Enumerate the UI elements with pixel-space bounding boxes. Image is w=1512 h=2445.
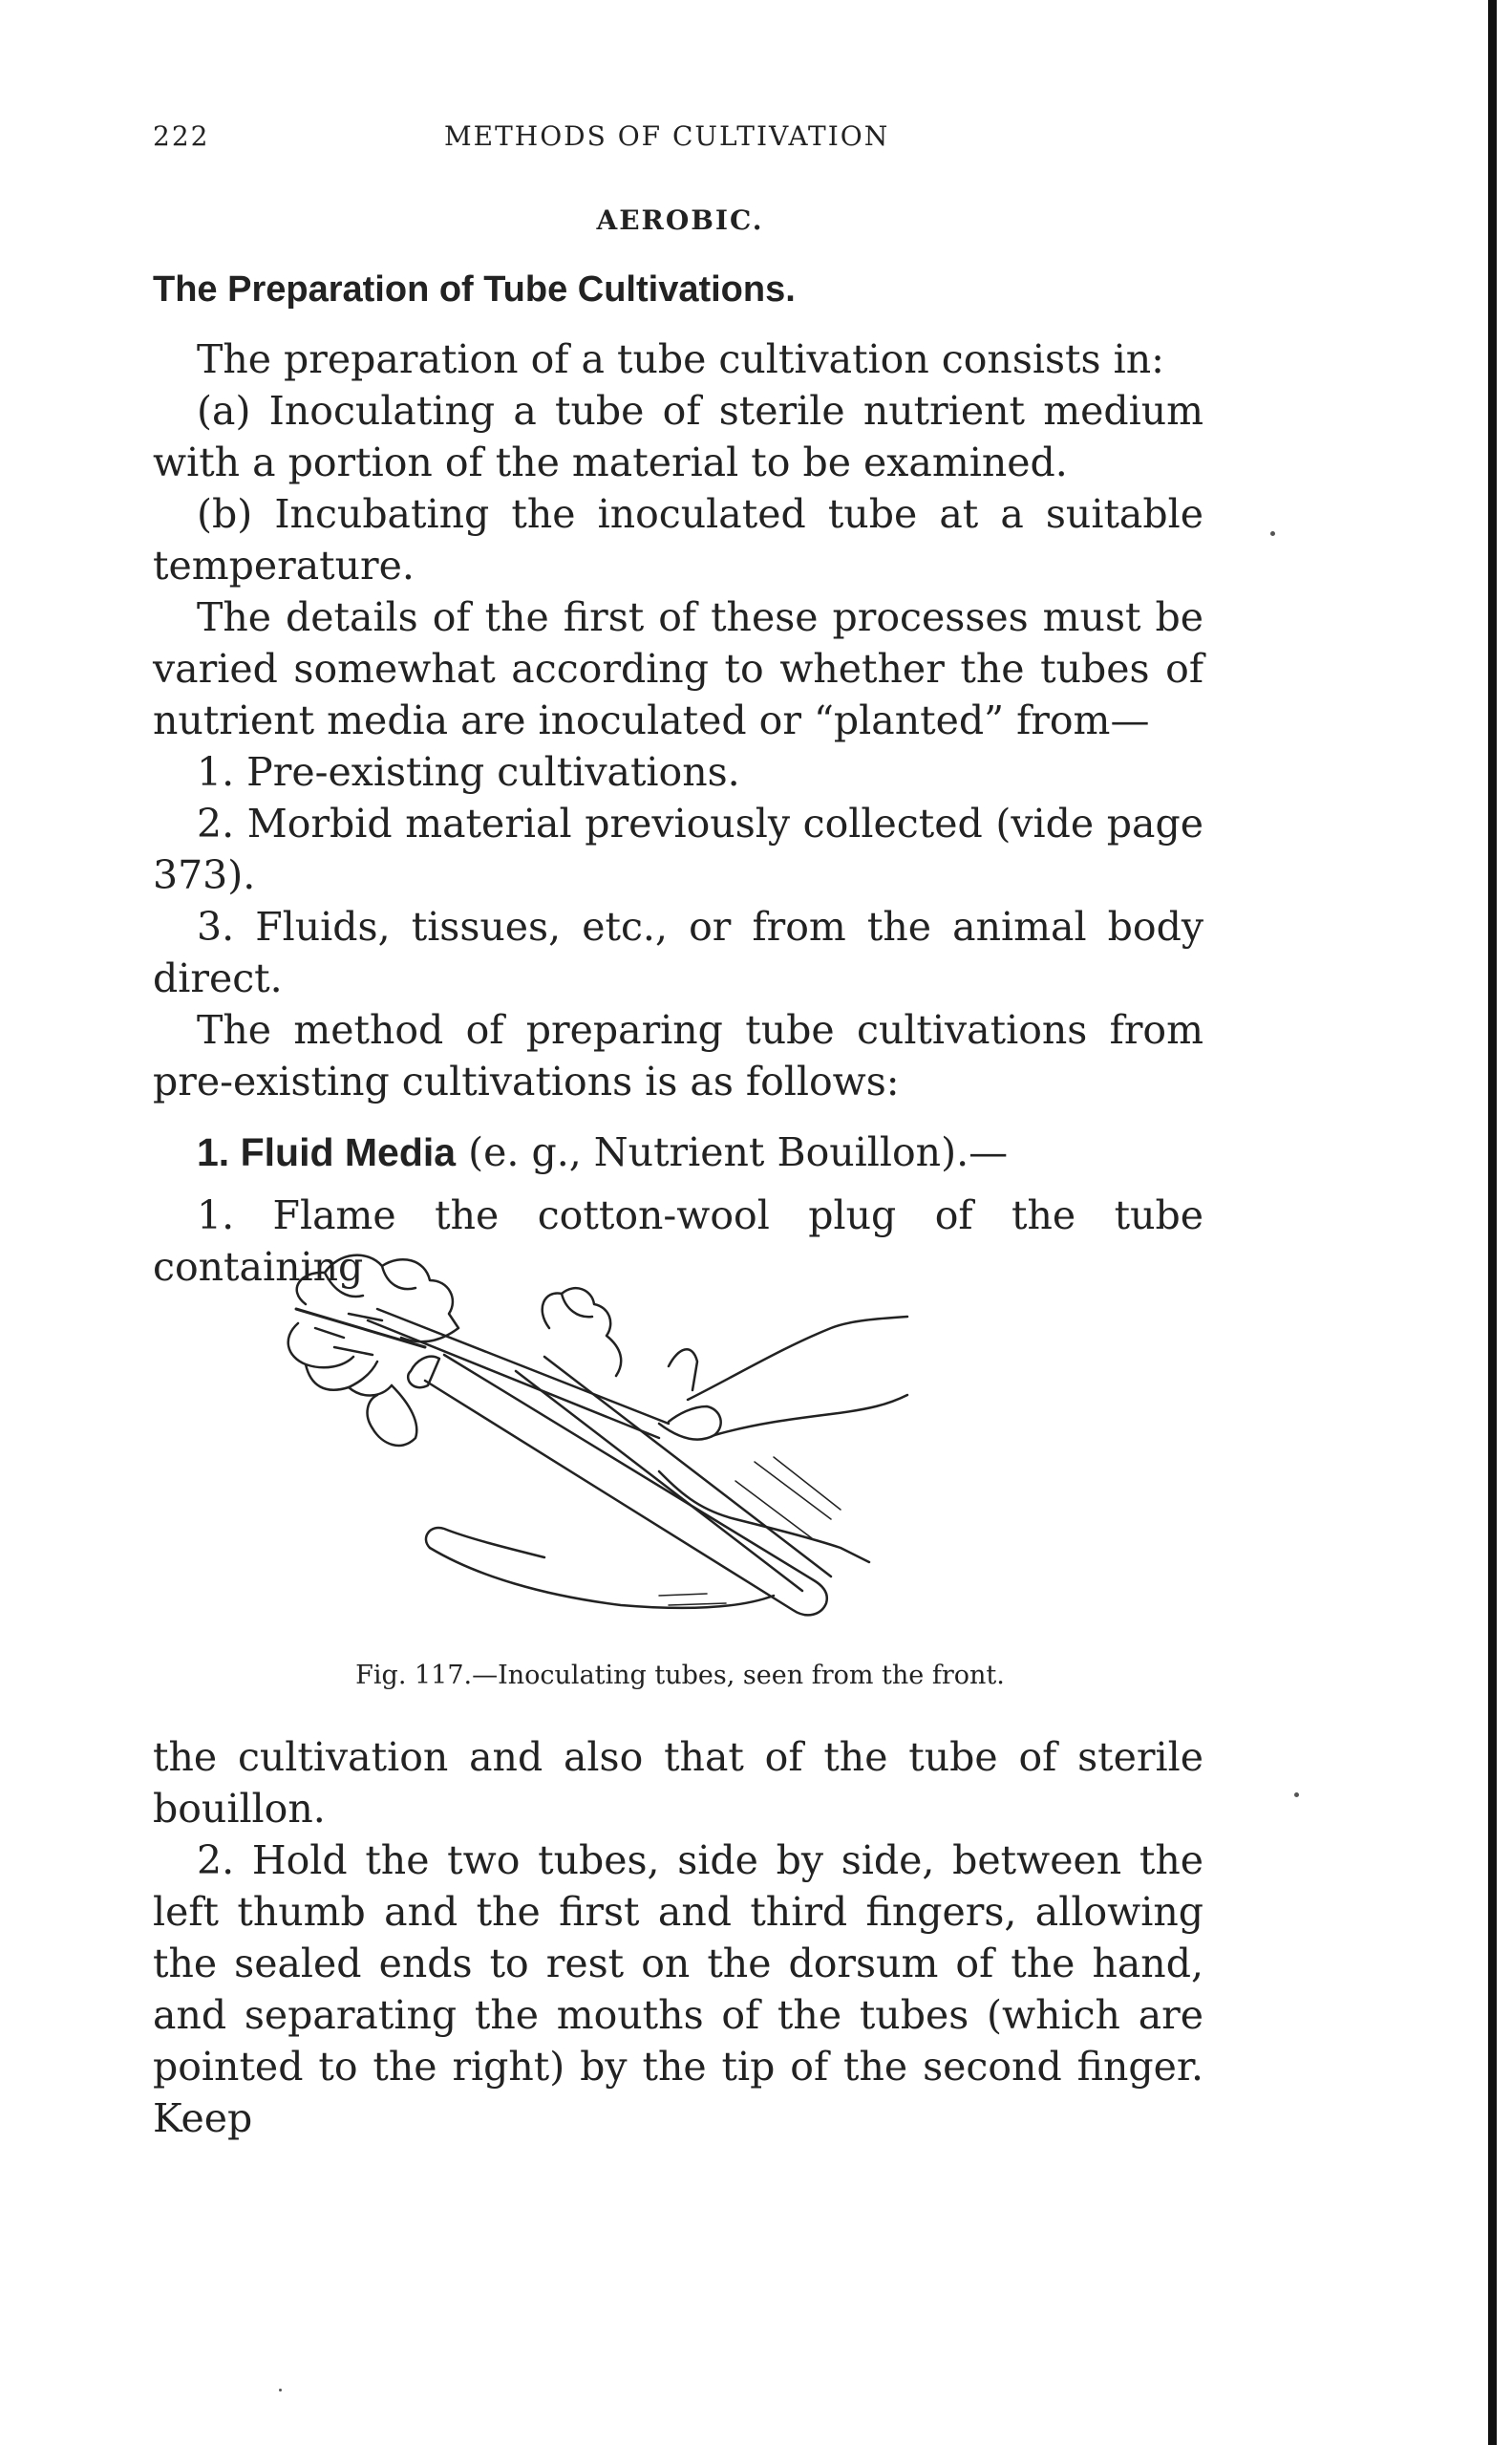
right-hand-drawing — [426, 1288, 907, 1608]
body-text-top — [153, 333, 1203, 1293]
page-title: The Preparation of Tube Cultivations. — [153, 269, 796, 310]
paragraph: The preparation of a tube cultivation consists in: — [197, 336, 1164, 382]
subheading — [153, 1126, 1203, 1178]
subheading-rest: (e. g., Nutrient Bouillon).— — [456, 1129, 1009, 1175]
tube-drawing — [368, 1309, 831, 1615]
list-item: 1. Pre-existing cultivations. — [197, 749, 740, 795]
speck — [279, 2389, 282, 2391]
list-item: 3. Fluids, tissues, etc., or from the animal body direct. — [153, 904, 1203, 1001]
page-number: 222 — [153, 120, 210, 152]
body-text-bottom — [153, 1731, 1203, 2144]
left-hand-drawing — [288, 1255, 458, 1446]
subheading-label: 1. Fluid Media — [197, 1130, 457, 1174]
paragraph: 2. Hold the two tubes, side by side, between the left thumb and the first and third fingers, allowing the sealed ends to rest on the dorsum of the hand, and separating the mouths of the tubes (which are pointed to the right) by the tip of the second finger. Keep — [153, 1837, 1203, 2141]
paragraph: 1. Flame the cotton-wool plug of the tube containing — [153, 1192, 1203, 1290]
page-edge-shadow — [1488, 0, 1497, 2445]
speck — [1294, 1792, 1299, 1797]
paragraph: The details of the first of these processes must be varied somewhat according to whether the tubes of nutrient media are inoculated or “planted” from— — [153, 594, 1203, 743]
running-head: METHODS OF CULTIVATION — [444, 120, 890, 152]
running-header — [153, 120, 1213, 159]
paragraph: (b) Incubating the inoculated tube at a suitable temperature. — [153, 491, 1203, 589]
paragraph: (a) Inoculating a tube of sterile nutrient medium with a portion of the material to be examined. — [153, 388, 1203, 485]
section-heading: AEROBIC. — [596, 204, 764, 236]
list-item: 2. Morbid material previously collected (vide page 373). — [153, 801, 1203, 898]
figure-illustration — [258, 1233, 1051, 1662]
figure-caption: Fig. 117.—Inoculating tubes, seen from the front. — [355, 1661, 1005, 1690]
speck — [1270, 531, 1275, 536]
paragraph: the cultivation and also that of the tube of sterile bouillon. — [153, 1734, 1203, 1832]
paragraph: The method of preparing tube cultivations from pre-existing cultivations is as follows: — [153, 1007, 1203, 1105]
